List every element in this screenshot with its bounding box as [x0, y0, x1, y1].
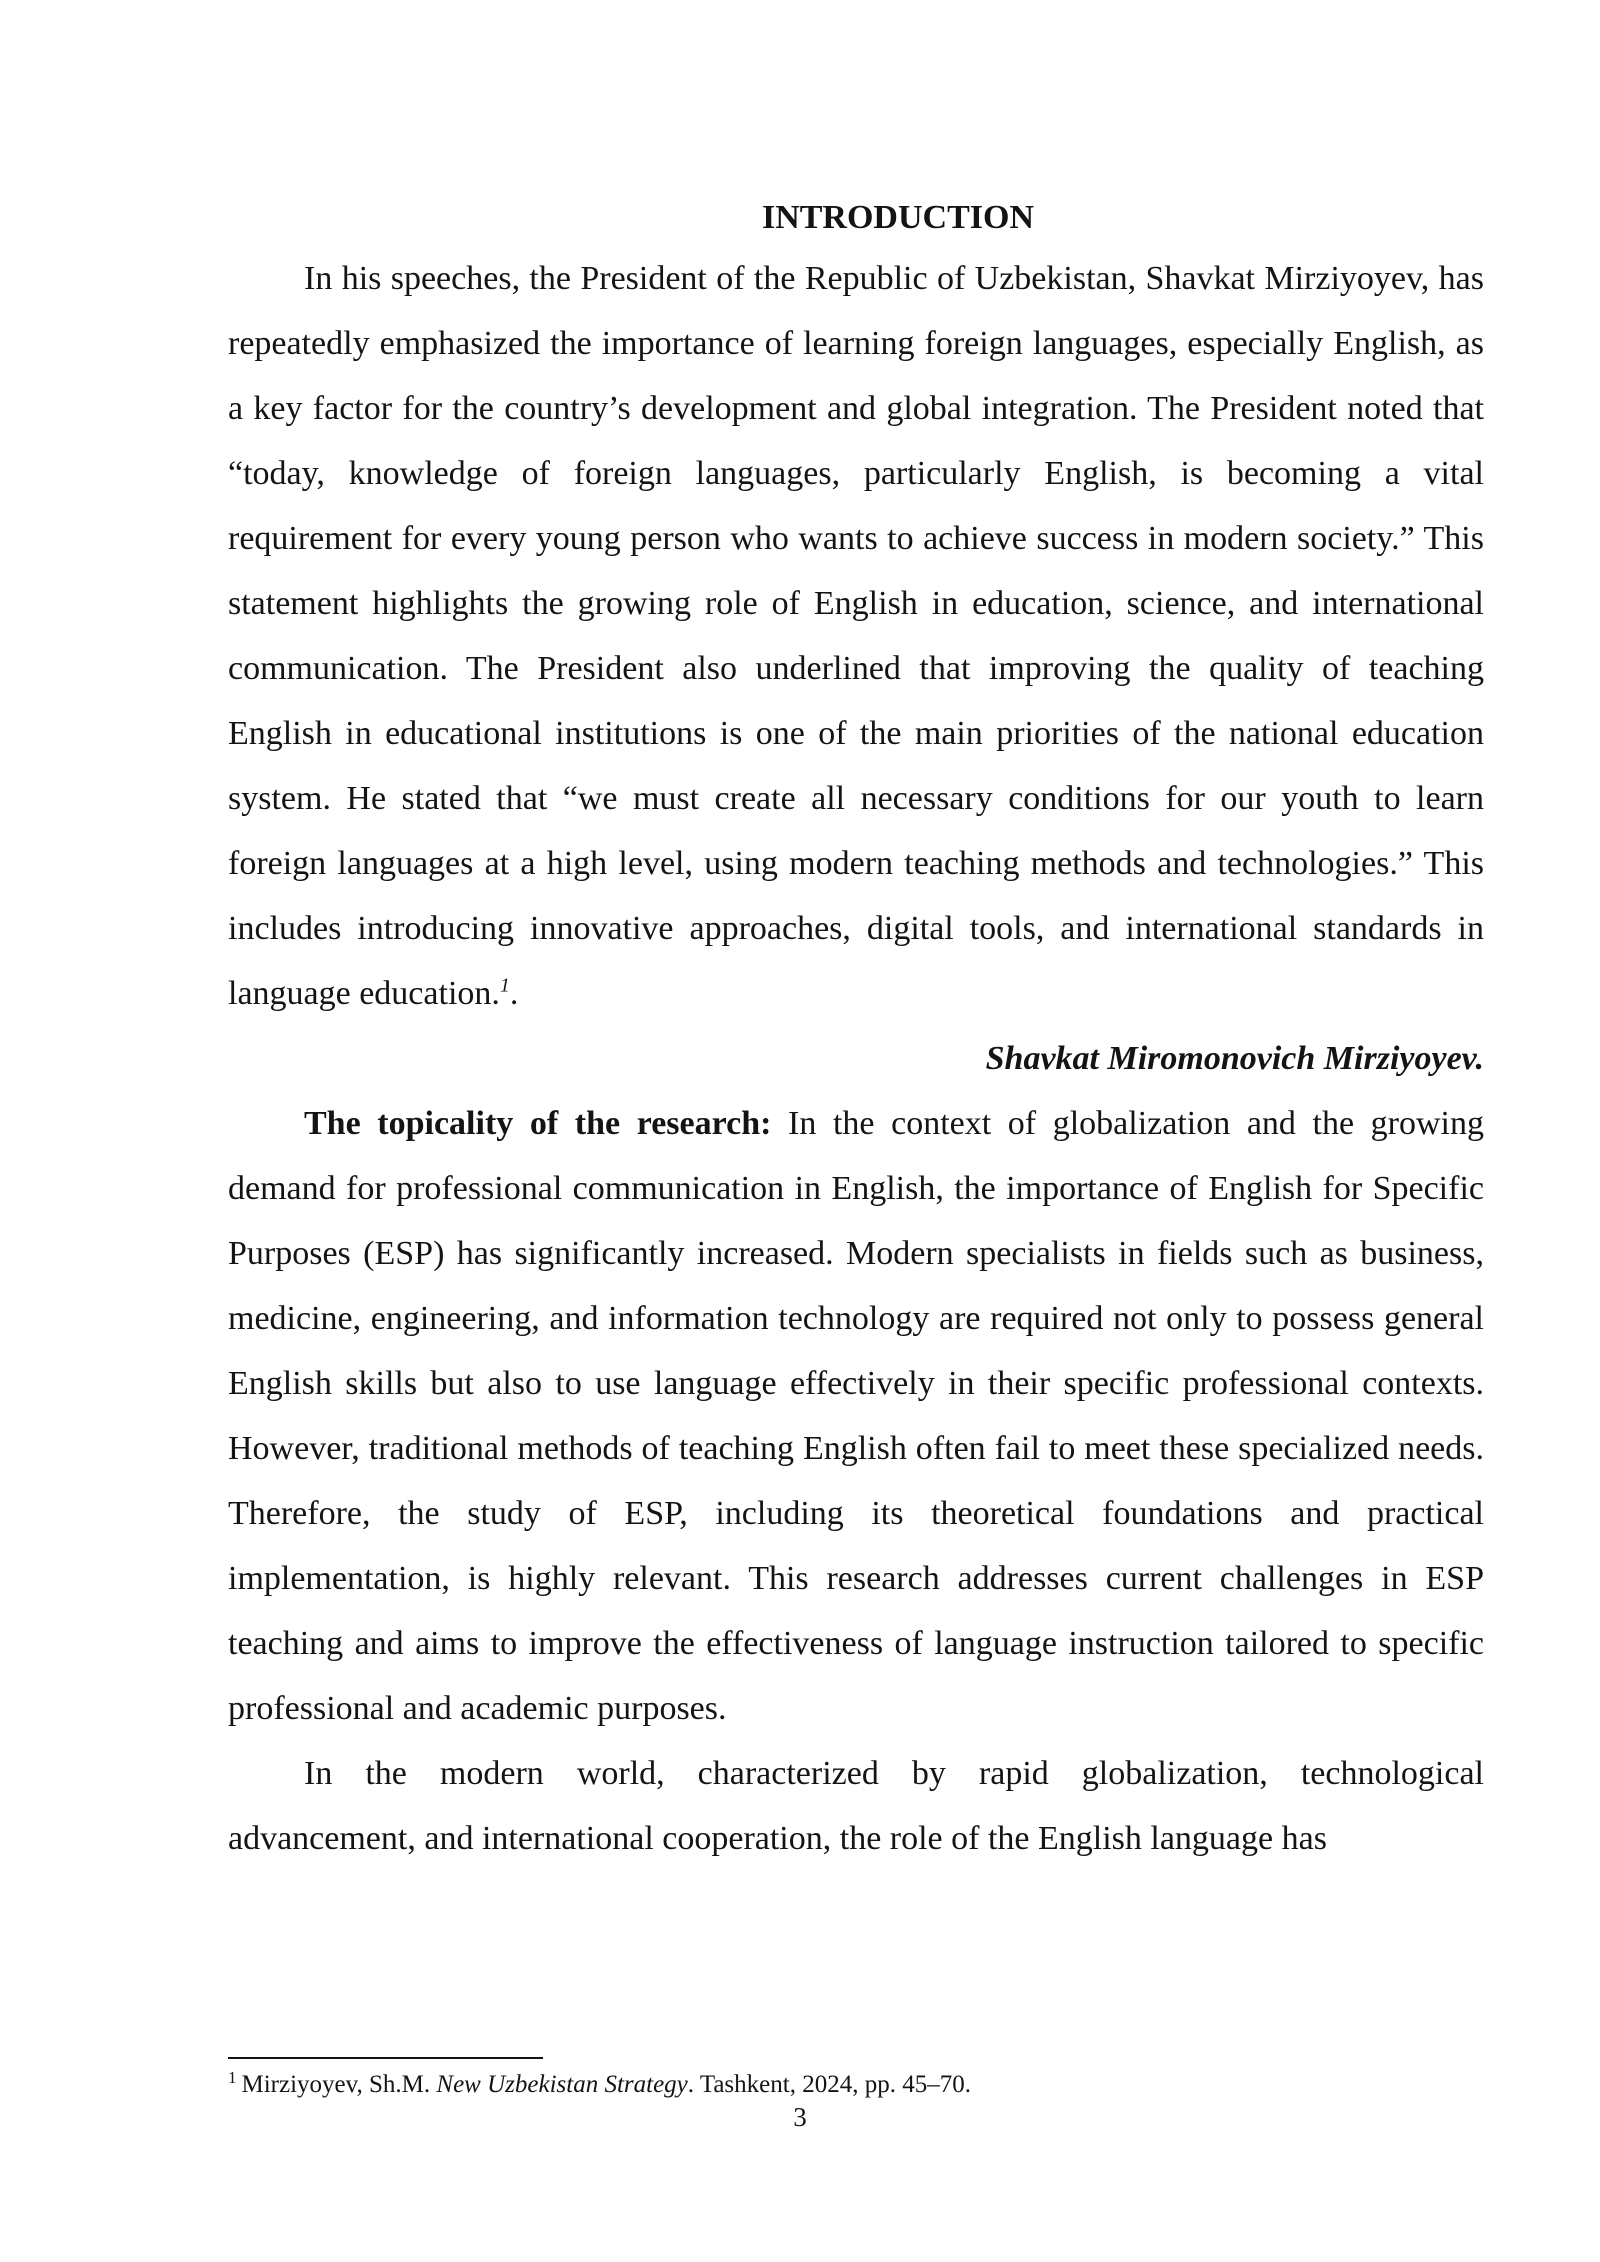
page-number: 3 [793, 2102, 807, 2132]
footnote [228, 2068, 1484, 2102]
topicality-text: In the context of globalization and the growing demand for professional communication in English, the importance of English for Specific Purposes (ESP) has significantly increased. Modern specialists in fields such as business, medicine, engineering, and information technology are required not only to possess general English skills but also to use language effectively in their specific professional contexts. However, traditional methods of teaching English often fail to meet these specialized needs. Therefore, the study of ESP, including its theoretical foundations and practical implementation, is highly relevant. This research addresses current challenges in ESP teaching and aims to improve the effectiveness of language instruction tailored to specific professional and academic purposes. [228, 1105, 1484, 1727]
intro-paragraph-tail: . [509, 975, 519, 1012]
modern-world-paragraph: In the modern world, characterized by rapid globalization, technological advancement, and international cooperation, the role of the English language has [228, 1755, 1484, 1857]
topicality-lead: The topicality of the research: [304, 1105, 772, 1142]
body-text [228, 190, 1484, 1871]
footnote-author: Mirziyoyev, Sh.M. [241, 2071, 437, 2098]
intro-paragraph-text: In his speeches, the President of the Republic of Uzbekistan, Shavkat Mirziyoyev, has repeatedly emphasized the importance of learning foreign languages, especially English, as a key factor for the country’s development and global integration. The President noted that “today, knowledge of foreign languages, particularly English, is becoming a vital requirement for every young person who wants to achieve success in modern society.” This statement highlights the growing role of English in education, science, and international communication. The President also underlined that improving the quality of teaching English in educational institutions is one of the main priorities of the national education system. He stated that “we must create all necessary conditions for our youth to learn foreign languages at a high level, using modern teaching methods and technologies.” This includes introducing innovative approaches, digital tools, and international standards in language education. [228, 260, 1484, 1012]
intro-paragraph [228, 246, 1484, 1026]
footnote-title: New Uzbekistan Strategy [436, 2071, 688, 2098]
signature: Shavkat Miromonovich Mirziyoyev. [985, 1040, 1484, 1077]
section-heading: INTRODUCTION [761, 199, 1035, 236]
footnote-separator [228, 2057, 543, 2059]
footnote-reference[interactable]: 1 [499, 974, 510, 997]
topicality-paragraph [228, 1091, 1484, 1741]
footnote-marker: 1 [228, 2067, 237, 2087]
footnote-details: . Tashkent, 2024, pp. 45–70. [687, 2071, 971, 2098]
